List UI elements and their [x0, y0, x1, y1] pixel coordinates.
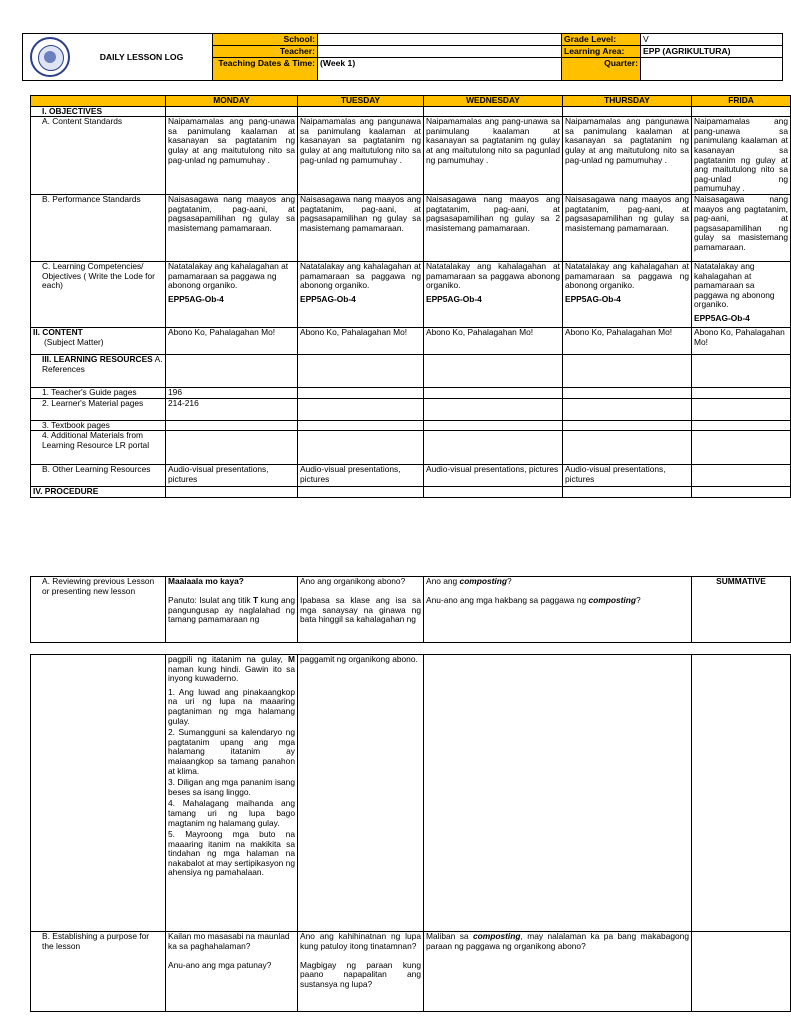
teacher-label: Teacher: [213, 46, 318, 58]
review-items-list [168, 688, 295, 878]
quarter-label: Quarter: [562, 58, 641, 81]
other-resources-wednesday: Audio-visual presentations, pictures [424, 465, 563, 487]
competency-friday: Natatalakay ang kahalagahan at pamamaraan sa paggawa ng abonong organiko. EPP5AG-Ob-4 [692, 261, 791, 327]
content-wednesday: Abono Ko, Pahalagahan Mo! [424, 327, 563, 354]
review-monday-continued: pagpili ng itatanim na gulay, M naman kung hindi. Gawin ito sa inyong kuwaderno. 1. Ang luwad ang pinakaangkop na uri ng lupa na maaaring pagtaniman ng mga halamang gulay. 2. Sumangguni sa kalendaryo ng pagtatanim upang ang mga halamang itatanim ay maiaangkop sa tamang panahon at klima. 3. Diligan ang mga pananim isang beses sa isang linggo. 4. Mahalagang maihanda ang tamang uri ng lupa bago magtanim ng halamang gulay. 5. Mayroong mga buto na maaaring itanim na makikita sa tindahan ng mga halaman na nakabalot at may sertipikasyon ng ahensiya ng pamahalaan. [166, 655, 298, 932]
purpose-wednesday: Maliban sa composting, may nalalaman ka pa bang makabagong paraan ng paggawa ng organikong abono? [424, 932, 692, 1012]
content-label: II. CONTENT (Subject Matter) [31, 327, 166, 354]
doc-title: DAILY LESSON LOG [23, 34, 213, 81]
day-header-wednesday: WEDNESDAY [424, 96, 563, 107]
quarter-value [641, 58, 783, 81]
performance-standard-thursday: Naisasagawa nang maayos ang pagtatanim, pag-aani, at pagsasapamilihan ng gulay sa masistemang pamamaraan. [563, 194, 692, 261]
review-monday: Maalaala mo kaya? Panuto: Isulat ang titik T kung ang pangungusap ay naglalahad ng tamang pamamaraan ng [166, 577, 298, 643]
content-standards-label: A. Content Standards [31, 117, 166, 195]
day-header-thursday: THURSDAY [563, 96, 692, 107]
content-standard-wednesday: Naipamamalas ang pang-unawa sa panimulang kaalaman at kasanayan sa pagtatanim ng gulay at ang maitutulong nito sa pagunlad ng pamumuhay . [424, 117, 563, 195]
performance-standard-friday: Naisasagawa nang maayos ang pagtatanim, pag-aani, at pagsasapamilihan ng gulay sa masistemang pamamaraan. [692, 194, 791, 261]
tb-label: 3. Textbook pages [31, 420, 166, 431]
review-tuesday: Ano ang organikong abono? Ipabasa sa klase ang isa sa mga sanaysay na ginawa ng bata hinggil sa kahalagahan ng [298, 577, 424, 643]
list-item: 4. Mahalagang maihanda ang tamang uri ng lupa bago magtanim ng halamang gulay. [168, 798, 295, 828]
performance-standard-monday: Naisasagawa nang maayos ang pagtatanim, pag-aani, at pagsasapamilihan ng gulay sa masistemang pamamaraan. [166, 194, 298, 261]
competency-code: EPP5AG-Ob-4 [426, 293, 482, 304]
procedure-label: IV. PROCEDURE [31, 487, 166, 498]
day-header-blank [31, 96, 166, 107]
dates-label: Teaching Dates & Time: [213, 58, 318, 81]
grade-value: V [641, 34, 783, 46]
performance-standard-wednesday: Naisasagawa nang maayos ang pagtatanim, pag-aani, at pagsasapamilihan ng gulay sa 2 masistemang pamamaraan. [424, 194, 563, 261]
content-standard-thursday: Naipamamalas ang pangunawa sa panimulang kaalaman at kasanayan sa pagtatanim ng gulay at ang maitutulong nito sa pag-unlad ng pamumuhay . [563, 117, 692, 195]
grade-label: Grade Level: [562, 34, 641, 46]
lesson-table [30, 95, 791, 498]
competency-code: EPP5AG-Ob-4 [168, 293, 224, 304]
other-resources-label: B. Other Learning Resources [31, 465, 166, 487]
purpose-tuesday: Ano ang kahihinatnan ng lupa kung patuloy itong tinatamnan? Magbigay ng paraan kung paano napapalitan ang sustansya ng lupa? [298, 932, 424, 1012]
purpose-label: B. Establishing a purpose for the lesson [31, 932, 166, 1012]
procedure-table-a [30, 576, 791, 643]
content-tuesday: Abono Ko, Pahalagahan Mo! [298, 327, 424, 354]
competency-wednesday: Natatalakay ang kahalagahan at pamamaraan sa paggawa abonong organiko. EPP5AG-Ob-4 [424, 261, 563, 327]
dates-value: (Week 1) [318, 58, 562, 81]
competencies-label: C. Learning Competencies/ Objectives ( Write the Lode for each) [31, 261, 166, 327]
competency-code: EPP5AG-Ob-4 [694, 312, 750, 323]
other-resources-monday: Audio-visual presentations, pictures [166, 465, 298, 487]
day-header-friday: FRIDA [692, 96, 791, 107]
review-label: A. Reviewing previous Lesson or presenting new lesson [31, 577, 166, 643]
header-table [22, 33, 783, 81]
tg-value: 196 [166, 387, 298, 398]
summative-label: SUMMATIVE [692, 577, 791, 643]
area-label: Learning Area: [562, 46, 641, 58]
teacher-value [318, 46, 562, 58]
content-standard-monday: Naipamamalas ang pang-unawa sa panimulang kaalaman at kasanayan sa pagtatanim ng gulay at ang maitutulong nito sa pag-unlad ng pamumuhay . [166, 117, 298, 195]
review-wednesday: Ano ang composting? Anu-ano ang mga hakbang sa paggawa ng composting? [424, 577, 692, 643]
school-value [318, 34, 562, 46]
resources-label: III. LEARNING RESOURCES A. References [31, 354, 166, 387]
area-value: EPP (AGRIKULTURA) [641, 46, 783, 58]
list-item: 5. Mayroong mga buto na maaaring itanim na makikita sa tindahan ng mga halaman na nakabalot at may sertipikasyon ng ahensiya ng pamahalaan. [168, 829, 295, 878]
lm-value: 214-216 [166, 398, 298, 420]
list-item: 3. Diligan ang mga pananim isang beses sa isang linggo. [168, 777, 295, 797]
school-label: School: [213, 34, 318, 46]
review-tuesday-continued: paggamit ng organikong abono. [298, 655, 424, 932]
additional-materials-label: 4. Additional Materials from Learning Resource LR portal [31, 431, 166, 465]
other-resources-tuesday: Audio-visual presentations, pictures [298, 465, 424, 487]
day-header-tuesday: TUESDAY [298, 96, 424, 107]
purpose-monday: Kailan mo masasabi na maunlad ka sa paghahalaman? Anu-ano ang mga patunay? [166, 932, 298, 1012]
content-monday: Abono Ko, Pahalagahan Mo! [166, 327, 298, 354]
competency-code: EPP5AG-Ob-4 [565, 293, 621, 304]
performance-standard-tuesday: Naisasagawa nang maayos ang pagtatanim, pag-aani, at pagsasapamilihan ng gulay sa masistemang pamamaraan. [298, 194, 424, 261]
tg-label: 1. Teacher's Guide pages [31, 387, 166, 398]
list-item: 2. Sumangguni sa kalendaryo ng pagtatanim upang ang mga halamang itatanim ay maiaangkop sa tamang panahon at klima. [168, 727, 295, 776]
other-resources-thursday: Audio-visual presentations, pictures [563, 465, 692, 487]
list-item: 1. Ang luwad ang pinakaangkop na uri ng lupa na maaaring pagtaniman ng mga halamang gulay. [168, 686, 295, 726]
content-standard-friday: Naipamamalas ang pang-unawa sa panimulang kaalaman at kasanayan sa pagtatanim ng gulay at ang maitutulong nito sa pag-unlad ng pamumuhay . [692, 117, 791, 195]
competency-code: EPP5AG-Ob-4 [300, 293, 356, 304]
procedure-table-b [30, 654, 791, 1012]
performance-standards-label: B. Performance Standards [31, 194, 166, 261]
competency-tuesday: Natatalakay ang kahalagahan at pamamaraan sa paggawa ng abonong organiko. EPP5AG-Ob-4 [298, 261, 424, 327]
content-thursday: Abono Ko, Pahalagahan Mo! [563, 327, 692, 354]
objectives-label: I. OBJECTIVES [31, 106, 166, 117]
content-standard-tuesday: Naipamamalas ang pangunawa sa panimulang kaalaman at kasanayan sa pagtatanim ng gulay at ang maitutulong nito sa pag-unlad ng pamumuhay . [298, 117, 424, 195]
competency-monday: Natatalakay ang kahalagahan at pamamaraan sa paggawa ng abonong organiko. EPP5AG-Ob-4 [166, 261, 298, 327]
day-header-monday: MONDAY [166, 96, 298, 107]
lm-label: 2. Learner's Material pages [31, 398, 166, 420]
content-friday: Abono Ko, Pahalagahan Mo! [692, 327, 791, 354]
competency-thursday: Natatalakay ang kahalagahan at pamamaraan sa paggawa ng abonong organiko. EPP5AG-Ob-4 [563, 261, 692, 327]
